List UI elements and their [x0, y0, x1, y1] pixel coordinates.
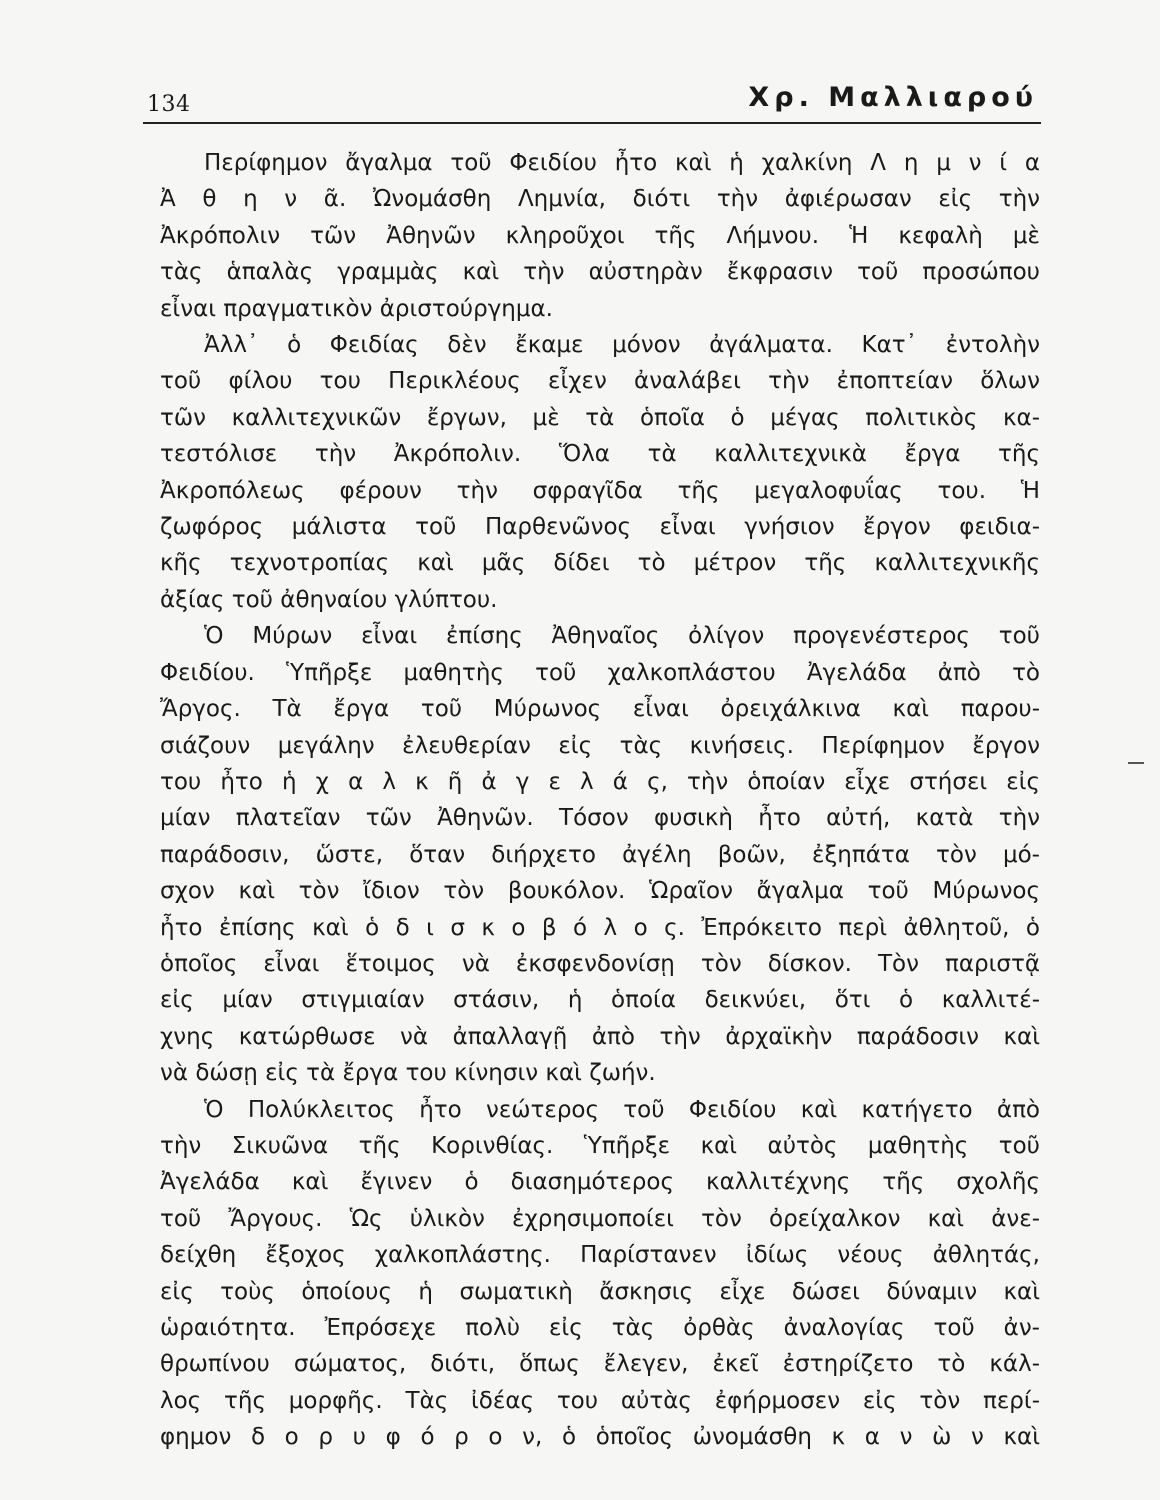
text-line: Ὁ Πολύκλειτος ἦτο νεώτερος τοῦ Φειδίου καὶ κατήγετο ἀπὸ	[204, 1096, 1040, 1123]
text-line: τῶν καλλιτεχνικῶν ἔργων, μὲ τὰ ὁποῖα ὁ μέγας πολιτικὸς κα-	[160, 404, 1040, 431]
header-rule	[143, 122, 1041, 124]
text-line: κῆς τεχνοτροπίας καὶ μᾶς δίδει τὸ μέτρον τῆς καλλιτεχνικῆς	[160, 550, 1040, 577]
text-line: νὰ δώσῃ εἰς τὰ ἔργα του κίνησιν καὶ ζωήν.	[160, 1060, 656, 1087]
text-line: τεστόλισε τὴν Ἀκρόπολιν. Ὅλα τὰ καλλιτεχνικὰ ἔργα τῆς	[160, 441, 1040, 468]
text-line: εἰς μίαν στιγμιαίαν στάσιν, ἡ ὁποία δεικνύει, ὅτι ὁ καλλιτέ-	[160, 987, 1040, 1014]
text-line: Ἀ θ η ν ᾶ. Ὠνομάσθη Λημνία, διότι τὴν ἀφιέρωσαν εἰς τὴν	[160, 186, 1040, 213]
text-line: ἦτο ἐπίσης καὶ ὁ δ ι σ κ ο β ό λ ο ς. Ἐπρόκειτο περὶ ἀθλητοῦ, ὁ	[160, 914, 1040, 941]
paragraph-1	[160, 145, 1040, 327]
text-line: Ἄργος. Τὰ ἔργα τοῦ Μύρωνος εἶναι ὀρειχάλκινα καὶ παρου-	[160, 696, 1040, 723]
text-line: τὴν Σικυῶνα τῆς Κορινθίας. Ὑπῆρξε καὶ αὐτὸς μαθητὴς τοῦ	[160, 1132, 1040, 1159]
text-line: Ἀκρόπολιν τῶν Ἀθηνῶν κληροῦχοι τῆς Λήμνου. Ἡ κεφαλὴ μὲ	[160, 222, 1040, 249]
text-line: φημον δ ο ρ υ φ ό ρ ο ν, ὁ ὁποῖος ὠνομάσθη κ α ν ὼ ν καὶ	[160, 1424, 1040, 1451]
text-line: δείχθη ἔξοχος χαλκοπλάστης. Παρίστανεν ἰδίως νέους ἀθλητάς,	[160, 1242, 1040, 1269]
text-line: λος τῆς μορφῆς. Τὰς ἰδέας του αὐτὰς ἐφήρμοσεν εἰς τὸν περί-	[160, 1387, 1040, 1414]
text-line: Ἀγελάδα καὶ ἔγινεν ὁ διασημότερος καλλιτέχνης τῆς σχολῆς	[160, 1169, 1040, 1196]
margin-mark	[1128, 762, 1144, 764]
text-line: θρωπίνου σώματος, διότι, ὅπως ἔλεγεν, ἐκεῖ ἐστηρίζετο τὸ κάλ-	[160, 1351, 1040, 1378]
text-line: σιάζουν μεγάλην ἐλευθερίαν εἰς τὰς κινήσεις. Περίφημον ἔργον	[160, 732, 1040, 759]
text-line: Περίφημον ἄγαλμα τοῦ Φειδίου ἦτο καὶ ἡ χαλκίνη Λ η μ ν ί α	[204, 150, 1040, 176]
running-head-author: Χρ. Μαλλιαρού	[748, 82, 1038, 113]
text-line: ὡραιότητα. Ἐπρόσεχε πολὺ εἰς τὰς ὀρθὰς ἀναλογίας τοῦ ἀν-	[160, 1315, 1040, 1341]
text-line: μίαν πλατεῖαν τῶν Ἀθηνῶν. Τόσον φυσικὴ ἦτο αὐτή, κατὰ τὴν	[160, 805, 1040, 832]
text-line: σχον καὶ τὸν ἴδιον τὸν βουκόλον. Ὡραῖον ἄγαλμα τοῦ Μύρωνος	[160, 878, 1040, 905]
page-header	[145, 70, 1040, 120]
text-line: χνης κατώρθωσε νὰ ἀπαλλαγῇ ἀπὸ τὴν ἀρχαϊκὴν παράδοσιν καὶ	[160, 1023, 1040, 1050]
paragraph-2	[160, 327, 1040, 618]
body-text	[160, 145, 1040, 1456]
text-line: τοῦ Ἄργους. Ὡς ὑλικὸν ἐχρησιμοποίει τὸν ὀρείχαλκον καὶ ἀνε-	[160, 1205, 1040, 1232]
text-line: ὁποῖος εἶναι ἕτοιμος νὰ ἐκσφενδονίσῃ τὸν δίσκον. Τὸν παριστᾷ	[160, 950, 1040, 977]
paragraph-4	[160, 1092, 1040, 1456]
paragraph-3	[160, 618, 1040, 1091]
text-line: ζωφόρος μάλιστα τοῦ Παρθενῶνος εἶναι γνήσιον ἔργον φειδια-	[160, 514, 1040, 541]
text-line: παράδοσιν, ὥστε, ὅταν διήρχετο ἀγέλη βοῶν, ἐξηπάτα τὸν μό-	[160, 841, 1040, 868]
text-line: εἰς τοὺς ὁποίους ἡ σωματικὴ ἄσκησις εἶχε δώσει δύναμιν καὶ	[160, 1278, 1040, 1305]
text-line: Ἀλλ᾽ ὁ Φειδίας δὲν ἔκαμε μόνον ἀγάλματα. Κατ᾽ ἐντολὴν	[204, 332, 1040, 359]
text-line: του ἦτο ἡ χ α λ κ ῆ ἀ γ ε λ ά ς, τὴν ὁποίαν εἶχε στήσει εἰς	[160, 768, 1040, 795]
text-line: τοῦ φίλου του Περικλέους εἶχεν ἀναλάβει τὴν ἐποπτείαν ὅλων	[160, 368, 1040, 395]
text-line: εἶναι πραγματικὸν ἀριστούργημα.	[160, 295, 553, 322]
text-line: Ἀκροπόλεως φέρουν τὴν σφραγῖδα τῆς μεγαλοφυΐας του. Ἡ	[160, 477, 1040, 504]
text-line: ἀξίας τοῦ ἀθηναίου γλύπτου.	[160, 586, 498, 613]
text-line: Ὁ Μύρων εἶναι ἐπίσης Ἀθηναῖος ὀλίγον προγενέστερος τοῦ	[204, 623, 1040, 650]
text-line: Φειδίου. Ὑπῆρξε μαθητὴς τοῦ χαλκοπλάστου Ἀγελάδα ἀπὸ τὸ	[160, 659, 1040, 686]
text-line: τὰς ἁπαλὰς γραμμὰς καὶ τὴν αὐστηρὰν ἔκφρασιν τοῦ προσώπου	[160, 259, 1040, 286]
page-number: 134	[147, 92, 191, 117]
